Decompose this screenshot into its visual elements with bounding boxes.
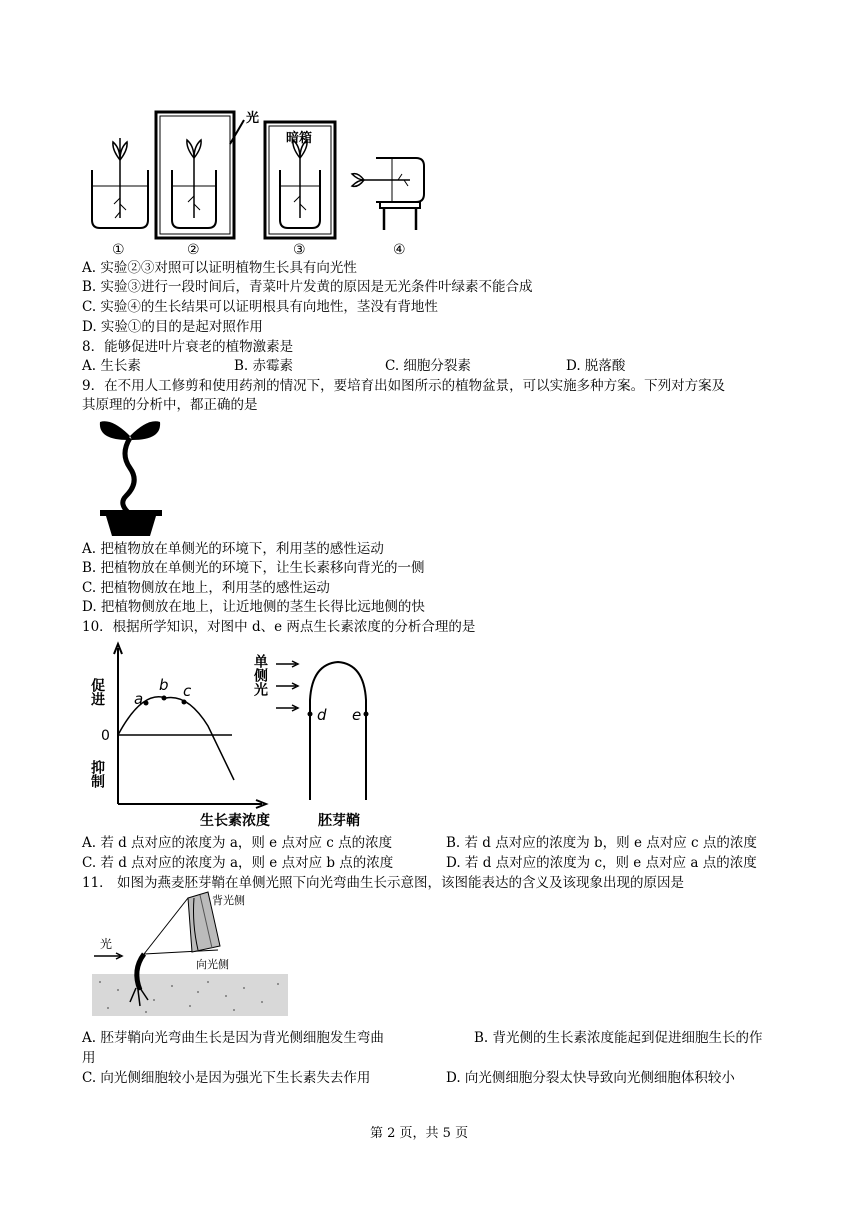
light-label: 光	[246, 111, 260, 126]
x-axis-label: 生长素浓度	[200, 813, 270, 829]
q11-light-label: 光	[100, 937, 113, 951]
label-b: b	[159, 676, 169, 694]
y-axis-zero: 0	[101, 728, 110, 744]
q11-option-a-cont: 用	[82, 1050, 96, 1066]
label-c: c	[183, 682, 192, 700]
q9-option-b[interactable]: B. 把植物放在单侧光的环境下，让生长素移向背光的一侧	[82, 560, 425, 576]
point-e	[364, 712, 369, 717]
q11-option-a[interactable]: A. 胚芽鞘向光弯曲生长是因为背光侧细胞发生弯曲	[82, 1030, 384, 1046]
q11-option-c[interactable]: C. 向光侧细胞较小是因为强光下生长素失去作用	[82, 1070, 371, 1086]
coleoptile-caption: 胚芽鞘	[318, 813, 360, 829]
darkbox-label: 暗箱	[286, 131, 313, 146]
back-side-label: 背光侧	[212, 894, 245, 907]
q11-stem: 11． 如图为燕麦胚芽鞘在单侧光照下向光弯曲生长示意图，该图能表达的含义及该现象出现的原因是	[82, 875, 684, 891]
q9-option-d[interactable]: D. 把植物侧放在地上，让近地侧的茎生长得比远地侧的快	[82, 599, 425, 615]
q10-stem: 10．根据所学知识，对图中 d、e 两点生长素浓度的分析合理的是	[82, 619, 476, 635]
y-axis-inhibit: 抑制	[89, 760, 105, 788]
exp-label-3: ③	[293, 242, 306, 258]
q11-figure	[88, 890, 288, 1022]
q9-stem-line1: 9．在不用人工修剪和使用药剂的情况下，要培育出如图所示的植物盆景，可以实施多种方案。下列对方案及	[82, 378, 726, 394]
q8-option-b[interactable]: B. 赤霉素	[234, 358, 294, 374]
q11-option-d[interactable]: D. 向光侧细胞分裂太快导致向光侧细胞体积较小	[446, 1070, 735, 1086]
q9-option-a[interactable]: A. 把植物放在单侧光的环境下，利用茎的感性运动	[82, 541, 384, 557]
q9-stem-line2: 其原理的分析中，都正确的是	[82, 397, 258, 413]
q7-option-c[interactable]: C. 实验④的生长结果可以证明根具有向地性，茎没有背地性	[82, 299, 438, 315]
q10-option-b[interactable]: B. 若 d 点对应的浓度为 b，则 e 点对应 c 点的浓度	[446, 835, 757, 851]
point-c	[182, 700, 187, 705]
q8-option-d[interactable]: D. 脱落酸	[566, 358, 626, 374]
q9-bonsai-figure	[90, 414, 170, 538]
label-e: e	[352, 706, 362, 724]
y-axis-promote: 促进	[89, 678, 105, 706]
q8-option-a[interactable]: A. 生长素	[82, 358, 141, 374]
side-light-label: 单侧光	[252, 654, 268, 696]
q8-stem: 8．能够促进叶片衰老的植物激素是	[82, 339, 294, 355]
q7-option-a[interactable]: A. 实验②③对照可以证明植物生长具有向光性	[82, 260, 357, 276]
q11-option-b[interactable]: B. 背光侧的生长素浓度能起到促进细胞生长的作	[474, 1030, 763, 1046]
q10-option-a[interactable]: A. 若 d 点对应的浓度为 a，则 e 点对应 c 点的浓度	[82, 835, 393, 851]
point-d	[308, 712, 313, 717]
q10-figure	[89, 640, 392, 832]
q10-option-c[interactable]: C. 若 d 点对应的浓度为 a，则 e 点对应 b 点的浓度	[82, 855, 394, 871]
q9-option-c[interactable]: C. 把植物侧放在地上，利用茎的感性运动	[82, 580, 330, 596]
q10-option-d[interactable]: D. 若 d 点对应的浓度为 c，则 e 点对应 a 点的浓度	[446, 855, 757, 871]
q7-option-d[interactable]: D. 实验①的目的是起对照作用	[82, 319, 263, 335]
exp-label-2: ②	[187, 242, 200, 258]
exp-label-4: ④	[393, 242, 406, 258]
point-a	[144, 701, 149, 706]
q7-option-b[interactable]: B. 实验③进行一段时间后，青菜叶片发黄的原因是无光条件叶绿素不能合成	[82, 279, 533, 295]
front-side-label: 向光侧	[196, 958, 229, 971]
label-a: a	[134, 690, 144, 708]
q7-experiment-figure	[80, 108, 440, 258]
label-d: d	[317, 706, 327, 724]
q8-option-c[interactable]: C. 细胞分裂素	[385, 358, 471, 374]
page-footer: 第 2 页，共 5 页	[370, 1126, 469, 1141]
point-b	[162, 696, 167, 701]
exp-label-1: ①	[112, 242, 125, 258]
